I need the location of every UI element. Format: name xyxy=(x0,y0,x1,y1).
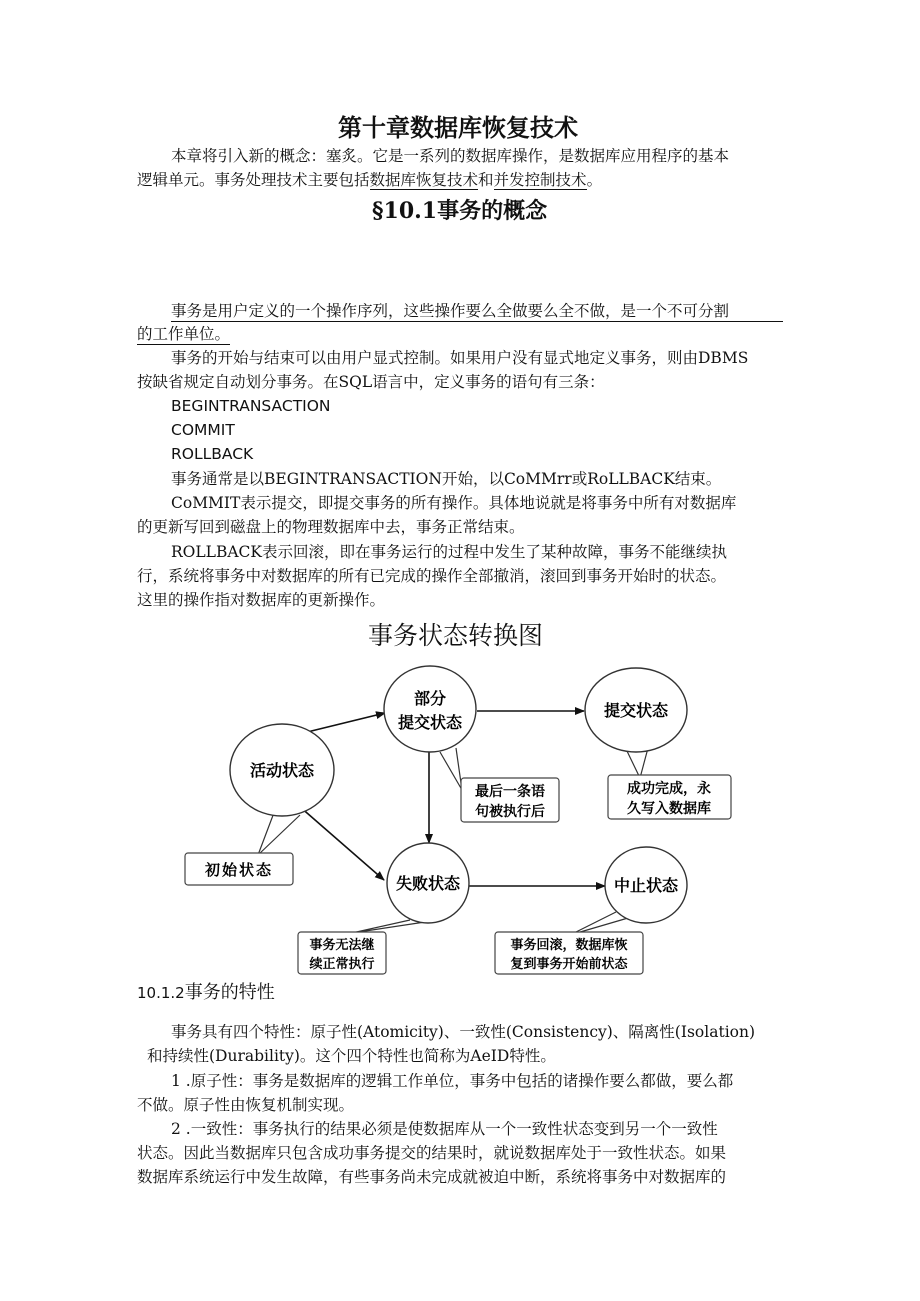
diagram-title: 事务状态转换图 xyxy=(368,621,544,650)
note-rollback-1: 事务回滚，数据库恢 xyxy=(510,938,628,953)
note-cannot-continue-1: 事务无法继 xyxy=(309,938,375,953)
definition-line-1: 事务是用户定义的一个操作序列，这些操作要么全做要么全不做，是一个不可分割 xyxy=(171,301,783,322)
state-active-label: 活动状态 xyxy=(249,761,315,780)
intro-line-2: 逻辑单元。事务处理技术主要包括数据库恢复技术和并发控制技术。 xyxy=(137,171,603,189)
link-recovery: 数据库恢复技术 xyxy=(369,171,479,189)
note-initial xyxy=(185,853,293,885)
p7-line-3: 数据库系统运行中发生故障，有些事务尚未完成就被迫中断，系统将事务中对数据库的 xyxy=(137,1168,727,1186)
link-concurrency: 并发控制技术 xyxy=(493,171,587,189)
note-rollback-2: 复到事务开始前状态 xyxy=(510,957,628,972)
p4-line-2: 行，系统将事务中对数据库的所有已完成的操作全部撤消，滚回到事务开始时的状态。 xyxy=(137,567,727,585)
state-partial-label-2: 提交状态 xyxy=(397,713,463,732)
p6-line-1: 1 .原子性：事务是数据库的逻辑工作单位，事务中包括的诸操作要么都做，要么都 xyxy=(171,1072,734,1090)
p6-line-2: 不做。原子性由恢复机制实现。 xyxy=(137,1096,355,1114)
p7-line-1: 2 .一致性：事务执行的结果必须是使数据库从一个一致性状态变到另一个一致性 xyxy=(171,1120,718,1138)
note-cannot-continue-2: 续正常执行 xyxy=(309,957,375,972)
p5-line-1: 事务具有四个特性：原子性(Atomicity)、一致性(Consistency)、隔离性(Isolation) xyxy=(171,1023,756,1041)
arrow-active-to-failed xyxy=(299,806,384,880)
p4-line-1: ROLLBACK表示回滚，即在事务运行的过程中发生了某种故障，事务不能继续执 xyxy=(171,543,727,561)
statement-commit: COMMIT xyxy=(171,421,235,439)
state-active xyxy=(230,724,334,855)
note-last-statement-1: 最后一条语 xyxy=(475,784,545,800)
state-partial-commit xyxy=(384,666,476,790)
p7-line-2: 状态。因此当数据库只包含成功事务提交的结果时，就说数据库处于一致性状态。如果 xyxy=(137,1144,727,1162)
p1-line-1: 事务的开始与结束可以由用户显式控制。如果用户没有显式地定义事务，则由DBMS xyxy=(171,349,749,367)
note-success-2: 久写入数据库 xyxy=(627,801,711,817)
state-failed xyxy=(352,843,469,933)
note-last-statement xyxy=(461,778,559,822)
p5-line-2: 和持续性(Durability)。这个四个特性也简称为AeID特性。 xyxy=(147,1047,556,1065)
chapter-title: 第十章数据库恢复技术 xyxy=(338,114,578,142)
state-aborted xyxy=(570,847,687,935)
note-last-statement-2: 句被执行后 xyxy=(475,804,545,820)
state-aborted-label: 中止状态 xyxy=(613,876,679,895)
p4-line-3: 这里的操作指对数据库的更新操作。 xyxy=(137,591,386,609)
p3-line-2: 的更新写回到磁盘上的物理数据库中去，事务正常结束。 xyxy=(137,518,525,536)
p3-line-1: CoMMIT表示提交，即提交事务的所有操作。具体地说就是将事务中所有对数据库 xyxy=(171,494,737,512)
subsection-heading xyxy=(137,980,275,1006)
subsection-number: 10.1.2 xyxy=(137,984,185,1002)
state-partial-label-1: 部分 xyxy=(413,689,447,708)
note-rollback xyxy=(495,932,643,974)
subsection-title: 事务的特性 xyxy=(184,982,275,1003)
state-failed-label: 失败状态 xyxy=(395,874,461,893)
note-success xyxy=(608,775,731,819)
state-committed-label: 提交状态 xyxy=(603,701,669,720)
note-initial-label: 初始状态 xyxy=(204,861,274,879)
definition-line-2: 的工作单位。 xyxy=(137,325,231,343)
note-success-1: 成功完成，永 xyxy=(627,781,711,797)
intro-line-1: 本章将引入新的概念：塞炙。它是一系列的数据库操作，是数据库应用程序的基本 xyxy=(171,147,730,165)
section-title: §10.1事务的概念 xyxy=(372,198,548,224)
p2: 事务通常是以BEGINTRANSACTION开始，以CoMMrr或RoLLBACK结束。 xyxy=(171,470,722,488)
state-committed xyxy=(585,668,687,778)
statement-begin: BEGINTRANSACTION xyxy=(171,397,331,415)
statement-rollback: ROLLBACK xyxy=(171,445,254,463)
note-cannot-continue xyxy=(298,932,386,974)
p1-line-2: 按缺省规定自动划分事务。在SQL语言中，定义事务的语句有三条： xyxy=(137,373,605,391)
